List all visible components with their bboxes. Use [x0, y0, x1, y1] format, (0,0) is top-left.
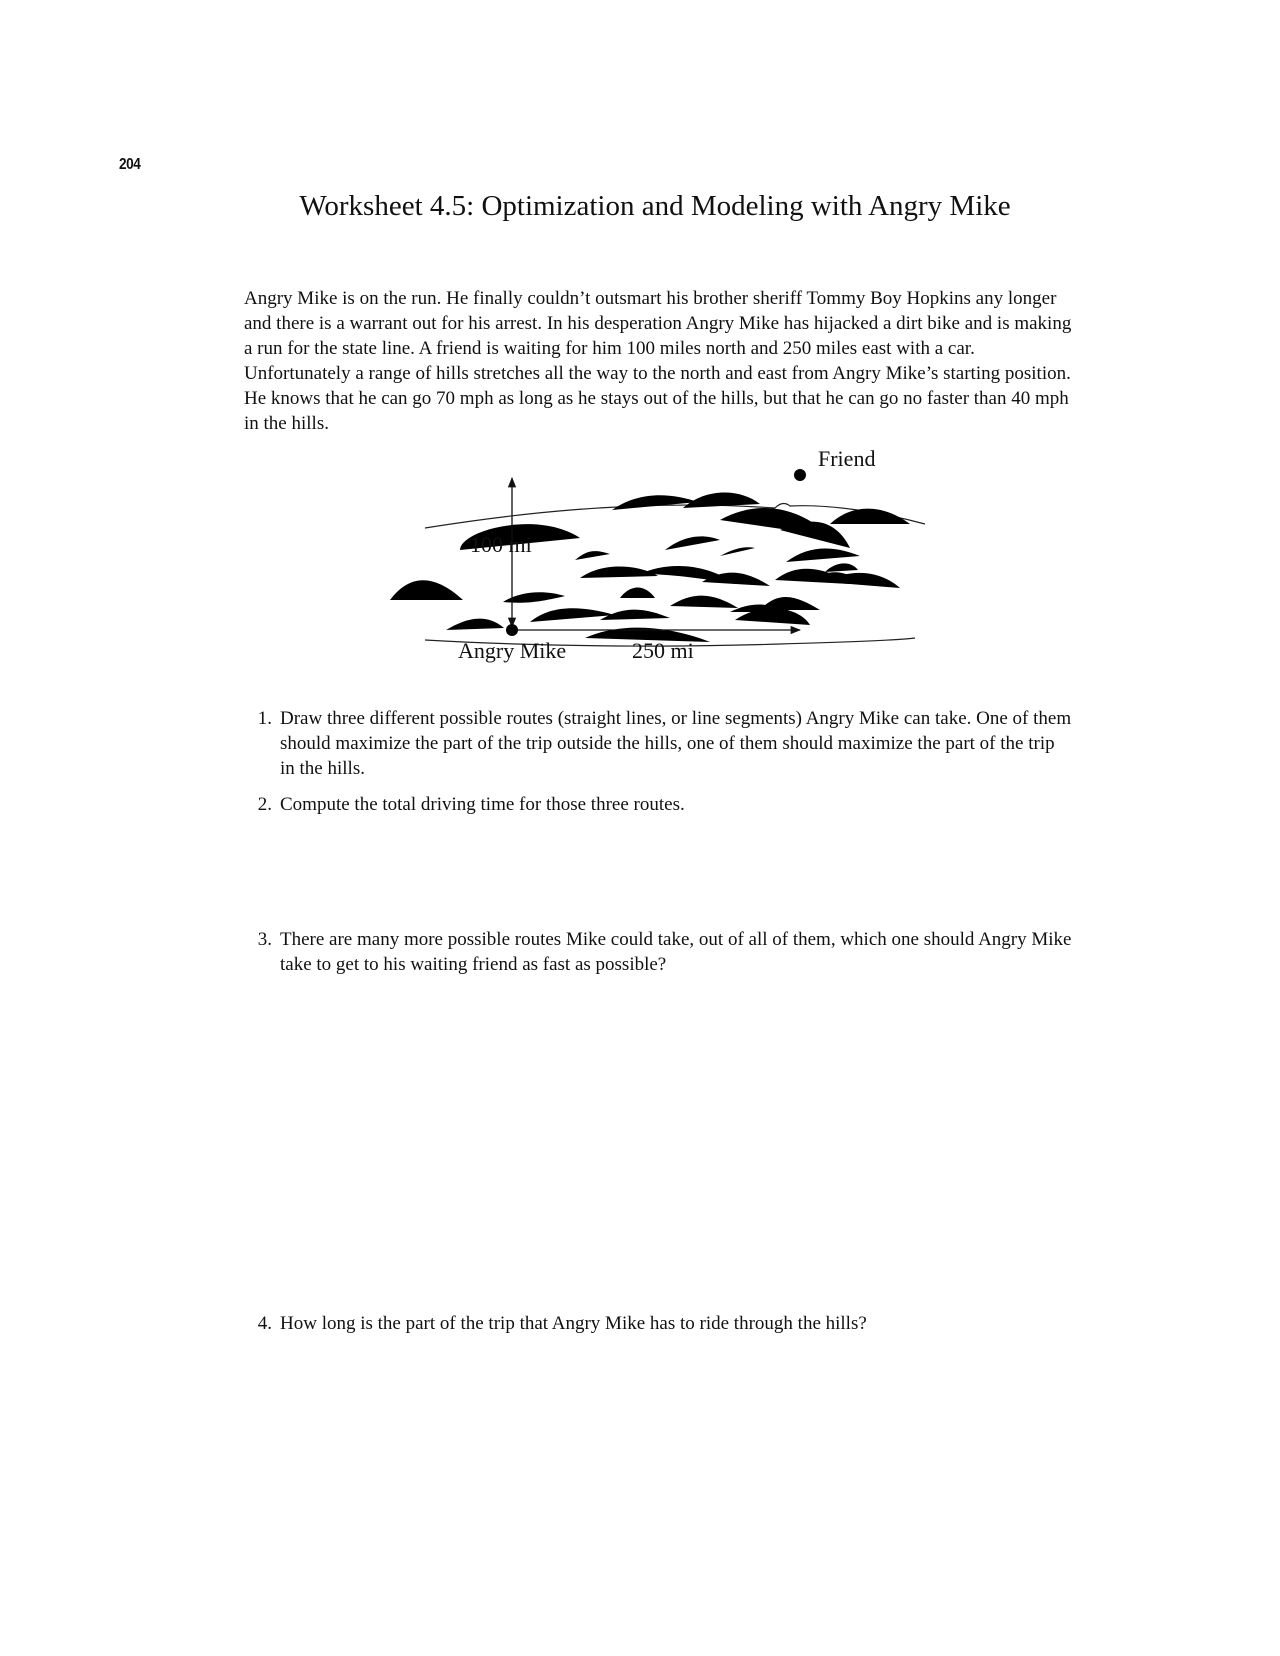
question-number: 2. — [257, 794, 272, 815]
angry-mike-label: Angry Mike — [458, 638, 567, 663]
hill — [620, 588, 655, 599]
friend-label: Friend — [818, 446, 876, 471]
question-number: 1. — [257, 708, 272, 729]
angry-mike-start-point — [506, 624, 518, 636]
hill — [670, 596, 738, 608]
question-item — [244, 706, 1074, 781]
hill — [390, 580, 463, 600]
hills-diagram — [380, 446, 940, 710]
hill — [575, 551, 610, 560]
question-item — [244, 792, 1074, 817]
question-item — [244, 1311, 1074, 1336]
east-distance-label: 250 mi — [632, 638, 694, 663]
worksheet-title: Worksheet 4.5: Optimization and Modeling with Angry Mike — [299, 190, 1011, 222]
north-distance-label: 100 mi — [470, 532, 532, 557]
hill — [830, 509, 910, 524]
hill — [720, 547, 755, 556]
hills-map-drawing — [380, 460, 940, 710]
question-number: 4. — [257, 1313, 272, 1334]
question-text: There are many more possible routes Mike could take, out of all of them, which one should Angry Mike take to get to his waiting friend as fast as possible? — [280, 929, 1072, 975]
question-text: Compute the total driving time for those three routes. — [280, 794, 685, 815]
question-text: Draw three different possible routes (straight lines, or line segments) Angry Mike can take. One of them should maximize the part of the trip outside the hills, one of them should maximize the part of the trip in the hills. — [280, 708, 1072, 779]
intro-paragraph: Angry Mike is on the run. He finally couldn’t outsmart his brother sheriff Tommy Boy Hopkins any longer and there is a warrant out for his arrest. In his desperation Angry Mike has hijacked a dirt bike and is making a run for the state line. A friend is waiting for him 100 miles north and 250 miles east with a car. Unfortunately a range of hills stretches all the way to the north and east from Angry Mike’s starting position. He knows that he can go 70 mph as long as he stays out of the hills, but that he can go no faster than 40 mph in the hills. — [244, 288, 1072, 434]
hill — [600, 610, 670, 620]
hill — [446, 619, 504, 630]
hill — [825, 563, 858, 572]
page-number: 204 — [119, 156, 141, 173]
question-item — [244, 927, 1074, 977]
question-number: 3. — [257, 929, 272, 950]
friend-point — [794, 469, 806, 481]
hills — [390, 492, 910, 642]
hill — [760, 597, 820, 610]
question-text: How long is the part of the trip that Angry Mike has to ride through the hills? — [280, 1313, 867, 1334]
hill — [683, 492, 760, 508]
hill — [786, 548, 860, 562]
hill — [665, 536, 720, 550]
